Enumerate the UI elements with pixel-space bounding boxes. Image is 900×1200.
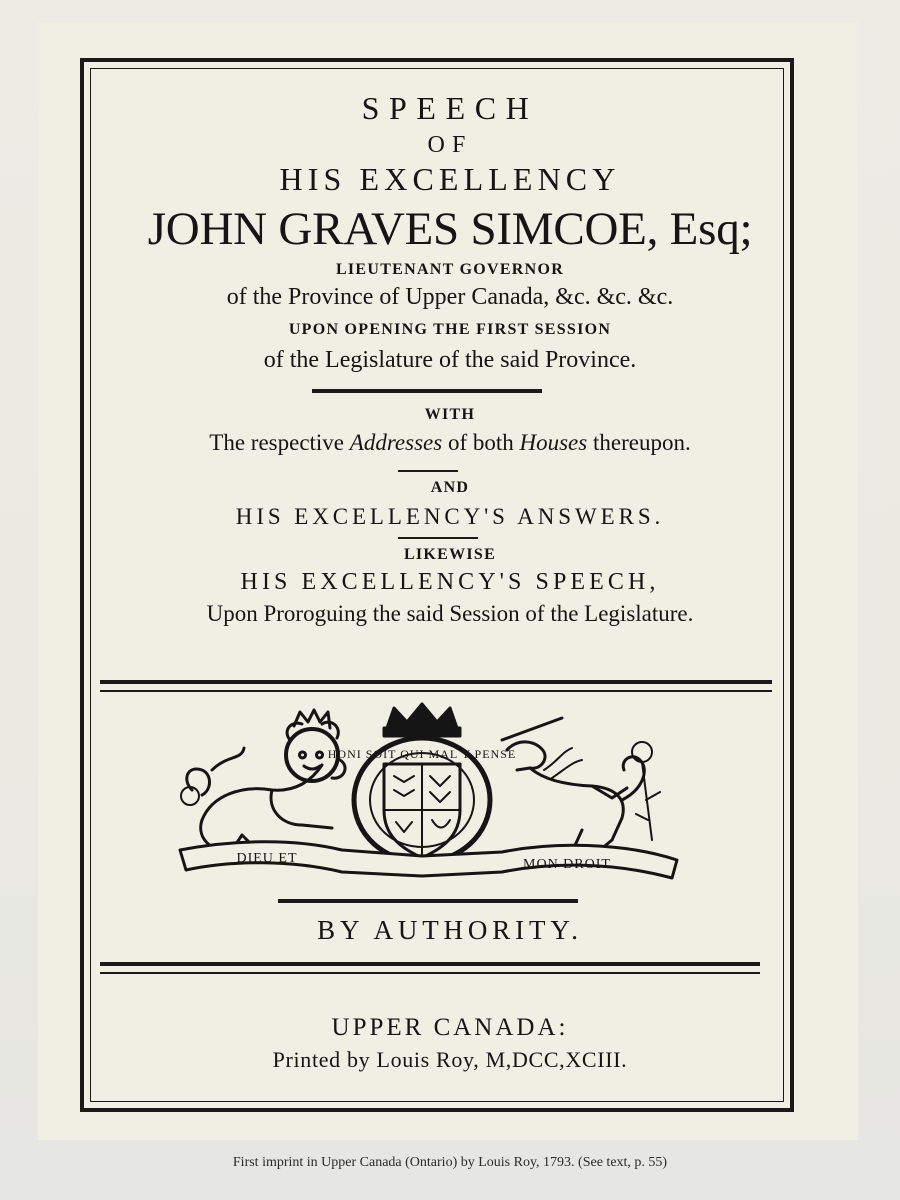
addresses-part4: Houses [519, 430, 588, 455]
answers-line: HIS EXCELLENCY'S ANSWERS. [235, 504, 665, 529]
imprint-place: UPPER CANADA: [331, 1014, 569, 1041]
addresses-part2: Addresses [349, 430, 443, 455]
title-legislature: of the Legislature of the said Province. [263, 347, 637, 373]
with-label: WITH [424, 406, 476, 423]
title-upon-opening: UPON OPENING THE FIRST SESSION [288, 321, 612, 338]
short-rule-2 [398, 537, 478, 539]
addresses-part1: The respective [209, 430, 350, 455]
addresses-part3: of both [442, 430, 520, 455]
rule-above-imprint-thin [100, 972, 760, 974]
rule-above-authority [278, 899, 578, 903]
title-speech: SPEECH [361, 90, 539, 126]
rule-above-arms-thick [100, 680, 772, 684]
rule-above-arms-thin [100, 690, 772, 692]
title-province: of the Province of Upper Canada, &c. &c. &c. [226, 284, 674, 310]
motto-right: MON DROIT [523, 857, 611, 872]
rule-above-imprint-thick [100, 962, 760, 966]
addresses-line [0, 431, 900, 454]
motto-left: DIEU ET [236, 851, 298, 866]
title-name: JOHN GRAVES SIMCOE, Esq; [147, 203, 753, 255]
and-label: AND [430, 479, 470, 496]
proroguing-line: Upon Proroguing the said Session of the Legislature. [206, 601, 694, 626]
imprint-printer: Printed by Louis Roy, M,DCC,XCIII. [272, 1047, 628, 1072]
title-of: OF [427, 132, 473, 158]
likewise-label: LIKEWISE [403, 546, 497, 563]
by-authority: BY AUTHORITY. [317, 915, 583, 945]
title-his-excellency: HIS EXCELLENCY [279, 161, 621, 197]
addresses-part5: thereupon. [587, 430, 691, 455]
title-lieutenant-governor: LIEUTENANT GOVERNOR [335, 261, 565, 278]
ornamental-rule [312, 389, 542, 393]
garter-motto: HONI SOIT QUI MAL Y PENSE [327, 747, 517, 761]
speech2-line: HIS EXCELLENCY'S SPEECH, [240, 569, 660, 595]
figure-caption: First imprint in Upper Canada (Ontario) by Louis Roy, 1793. (See text, p. 55) [232, 1155, 668, 1170]
short-rule-1 [398, 470, 458, 472]
royal-coat-of-arms [172, 700, 692, 890]
